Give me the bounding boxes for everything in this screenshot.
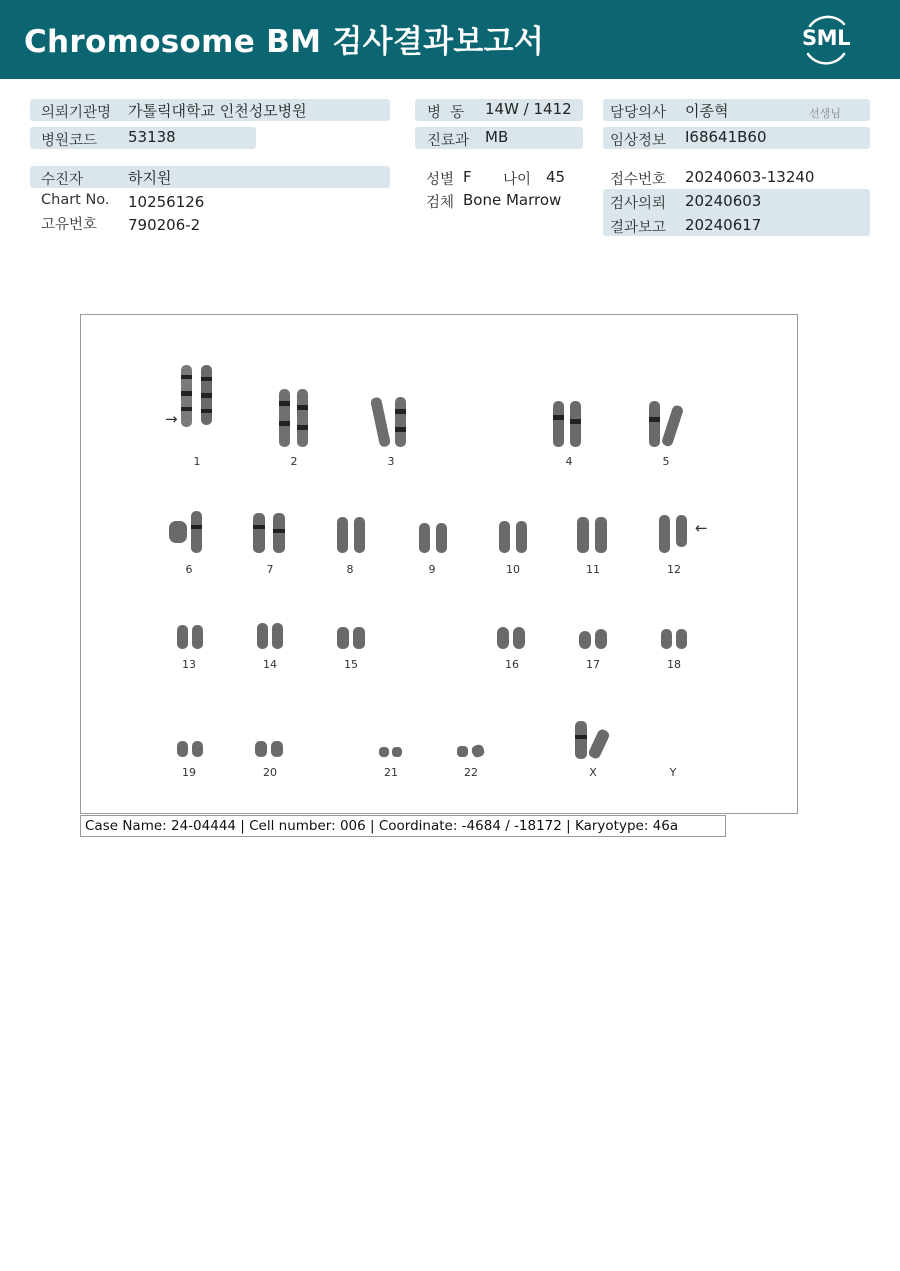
chromosome-label-20: 20 — [263, 766, 277, 779]
patient-value: 하지원 — [128, 169, 172, 187]
chromosome-label-16: 16 — [505, 658, 519, 671]
sex-value: F — [463, 168, 472, 186]
sex-label: 성별 — [426, 172, 455, 188]
chromosome-pair-x — [573, 719, 613, 761]
receipt-no-label: 접수번호 — [610, 172, 667, 188]
chromosome-pair-5 — [647, 399, 683, 449]
chromosome-label-12: 12 — [667, 563, 681, 576]
chromosome-pair-19 — [175, 739, 205, 759]
chromosome-pair-11 — [575, 515, 611, 555]
request-institution-label: 의뢰기관명 — [41, 105, 112, 121]
chart-no-label: Chart No. — [41, 192, 110, 208]
chromosome-pair-8 — [335, 515, 369, 555]
chromosome-pair-9 — [417, 521, 451, 555]
test-request-label: 검사의뢰 — [610, 196, 667, 212]
chromosome-pair-12 — [657, 513, 691, 555]
chromosome-pair-16 — [495, 625, 527, 651]
age-value: 45 — [546, 168, 566, 186]
chromosome-pair-6 — [167, 509, 211, 555]
chromosome-label-6: 6 — [185, 563, 193, 576]
sml-logo — [798, 12, 854, 68]
chromosome-label-14: 14 — [263, 658, 277, 671]
chromosome-label-13: 13 — [182, 658, 196, 671]
chromosome-label-17: 17 — [586, 658, 600, 671]
clinical-info-label: 임상정보 — [610, 133, 667, 149]
hospital-code-label: 병원코드 — [41, 133, 98, 149]
report-title: Chromosome BM 검사결과보고서 — [24, 24, 545, 60]
logo-text: SML — [802, 26, 850, 50]
chromosome-pair-7 — [251, 511, 289, 555]
chromosome-label-1: 1 — [193, 455, 201, 468]
chromosome-pair-21 — [377, 745, 405, 759]
chromosome-label-21: 21 — [384, 766, 398, 779]
chromosome-pair-20 — [253, 739, 285, 759]
report-header — [0, 0, 900, 79]
chromosome-label-9: 9 — [428, 563, 436, 576]
chromosome-label-22: 22 — [464, 766, 478, 779]
karyogram-caption — [80, 815, 726, 837]
chromosome-pair-4 — [551, 399, 585, 449]
chromosome-pair-22 — [455, 743, 487, 759]
chromosome-pair-17 — [577, 627, 609, 651]
band-patient — [30, 166, 390, 188]
arrow-right-icon: → — [165, 410, 178, 428]
chromosome-pair-13 — [175, 623, 205, 651]
doctor-value: 이종혁 — [685, 102, 729, 120]
chromosome-label-7: 7 — [266, 563, 274, 576]
chromosome-pair-14 — [255, 621, 285, 651]
result-report-value: 20240617 — [685, 216, 762, 234]
chromosome-label-x: X — [589, 766, 597, 779]
ward-label: 병 동 — [427, 105, 465, 121]
chromosome-pair-10 — [497, 519, 531, 555]
chromosome-pair-2 — [277, 387, 313, 449]
chromosome-label-4: 4 — [565, 455, 573, 468]
chart-no-value: 10256126 — [128, 193, 205, 211]
department-label: 진료과 — [427, 133, 470, 149]
chromosome-pair-15 — [335, 625, 367, 651]
chromosome-label-8: 8 — [346, 563, 354, 576]
request-institution-value: 가톨릭대학교 인천성모병원 — [128, 102, 307, 120]
specimen-value: Bone Marrow — [463, 191, 562, 209]
chromosome-pair-3 — [371, 395, 411, 449]
karyogram-caption-text: Case Name: 24-04444 | Cell number: 006 | Coordinate: -4684 / -18172 | Karyotype: 46a — [85, 818, 679, 834]
specimen-label: 검체 — [426, 195, 455, 211]
chromosome-label-11: 11 — [586, 563, 600, 576]
chromosome-label-2: 2 — [290, 455, 298, 468]
chromosome-pair-18 — [659, 627, 689, 651]
age-label: 나이 — [503, 172, 532, 188]
chromosome-label-19: 19 — [182, 766, 196, 779]
test-request-value: 20240603 — [685, 192, 762, 210]
doctor-label: 담당의사 — [610, 105, 667, 121]
chromosome-label-18: 18 — [667, 658, 681, 671]
unique-no-label: 고유번호 — [41, 217, 98, 233]
unique-no-value: 790206-2 — [128, 216, 201, 234]
arrow-left-icon: ← — [695, 519, 708, 537]
chromosome-label-15: 15 — [344, 658, 358, 671]
result-report-label: 결과보고 — [610, 220, 667, 236]
chromosome-label-10: 10 — [506, 563, 520, 576]
clinical-info-value: I68641B60 — [685, 128, 767, 146]
department-value: MB — [485, 128, 509, 146]
receipt-no-value: 20240603-13240 — [685, 168, 815, 186]
hospital-code-value: 53138 — [128, 128, 176, 146]
ward-value: 14W / 1412 — [485, 100, 572, 118]
chromosome-label-y: Y — [669, 766, 677, 779]
chromosome-label-3: 3 — [387, 455, 395, 468]
patient-label: 수진자 — [41, 172, 84, 188]
chromosome-pair-1 — [177, 363, 221, 429]
karyogram-image — [80, 314, 798, 814]
chromosome-label-5: 5 — [662, 455, 670, 468]
doctor-suffix: 선생님 — [809, 107, 841, 120]
